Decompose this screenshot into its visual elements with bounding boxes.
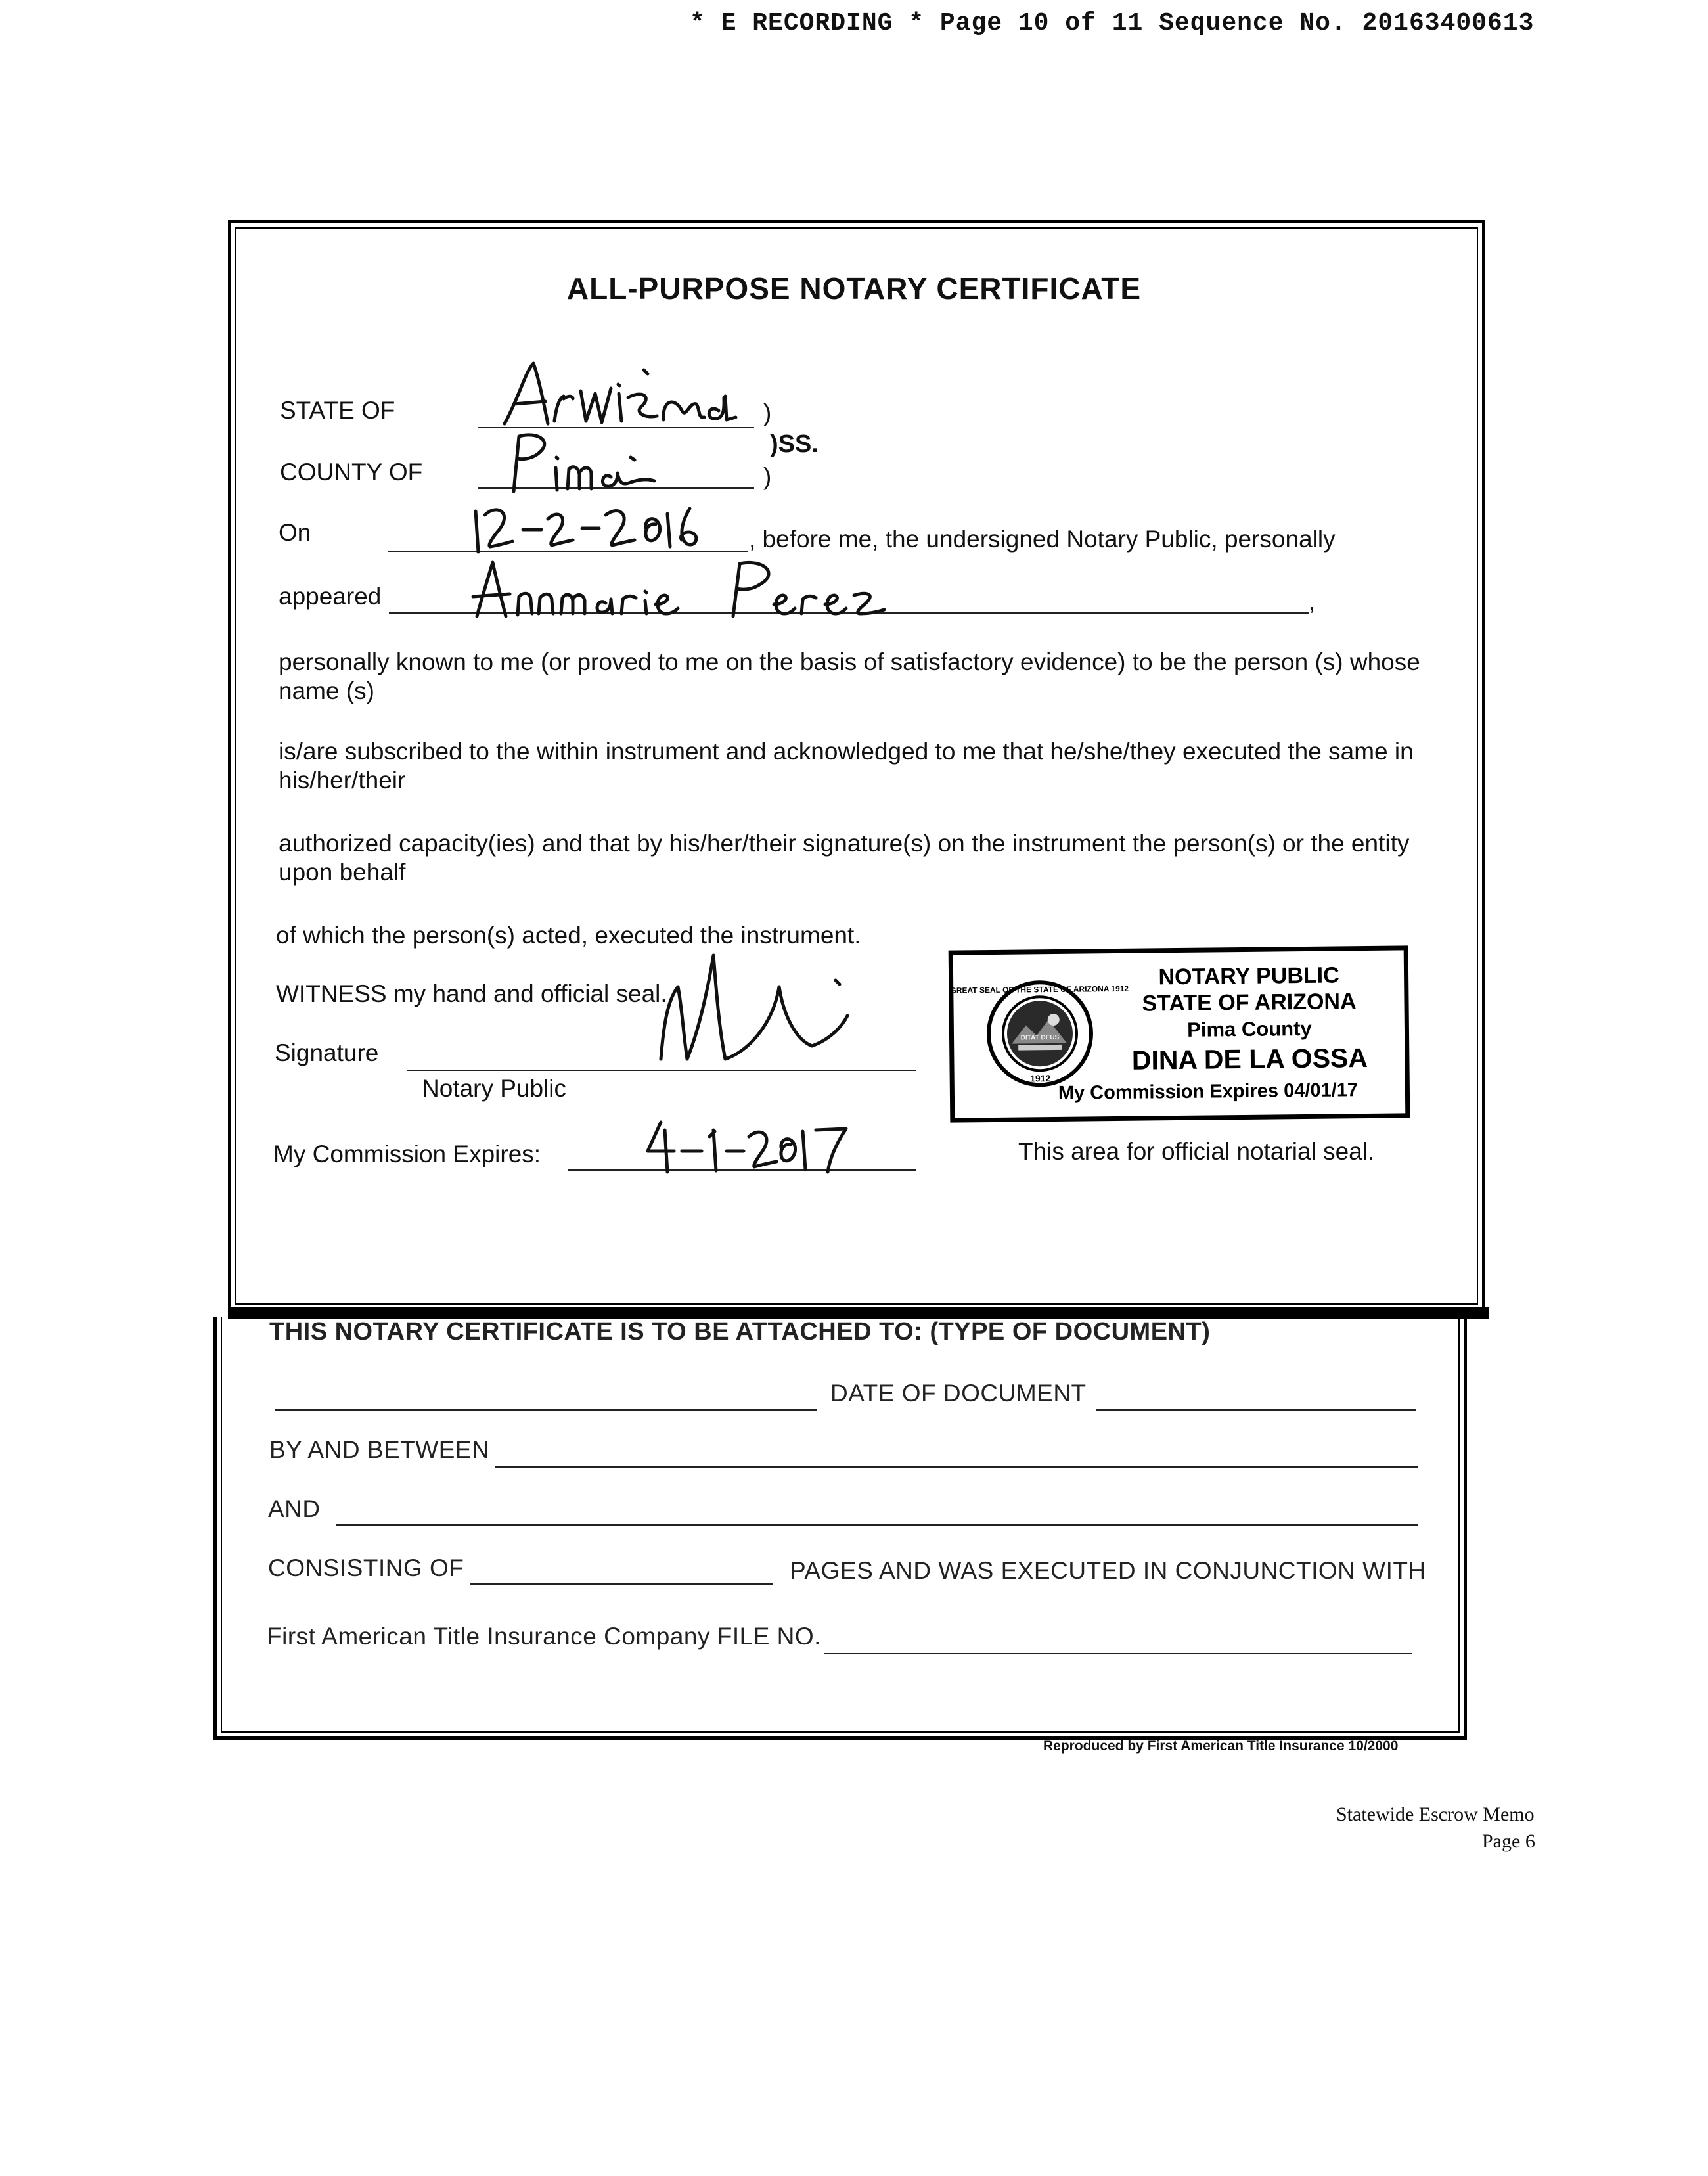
paragraph-known: personally known to me (or proved to me on the basis of satisfactory evidence) to be the person (s) whose name (s) — [279, 648, 1420, 704]
recording-header: * E RECORDING * Page 10 of 11 Sequence No. 20163400613 — [690, 9, 1535, 37]
arizona-state-seal-icon — [950, 978, 1129, 1089]
seal-notary-name: DINA DE LA OSSA — [1131, 1042, 1368, 1076]
seal-line-notary-public: NOTARY PUBLIC — [1158, 963, 1339, 990]
state-handwriting — [499, 358, 749, 430]
notary-public-label: Notary Public — [422, 1075, 567, 1102]
svg-text:DITAT DEUS: DITAT DEUS — [1020, 1033, 1060, 1042]
pages-executed-text: PAGES AND WAS EXECUTED IN CONJUNCTION WITH — [790, 1557, 1426, 1584]
file-no-line — [824, 1653, 1412, 1654]
ss-label: )SS. — [770, 430, 819, 458]
date-of-document-line — [1096, 1409, 1416, 1411]
appeared-trailing-comma: , — [1309, 588, 1316, 615]
svg-text:GREAT SEAL OF THE STATE OF ARI: GREAT SEAL OF THE STATE OF ARIZONA 1912 — [950, 984, 1129, 995]
commission-label: My Commission Expires: — [273, 1141, 541, 1167]
appeared-label: appeared — [279, 583, 382, 610]
before-me-text: , before me, the undersigned Notary Public, personally — [749, 526, 1336, 553]
seal-commission-expiry: My Commission Expires 04/01/17 — [1058, 1079, 1359, 1104]
and-label: AND — [268, 1495, 321, 1522]
commission-handwriting — [641, 1117, 851, 1176]
attachment-heading: THIS NOTARY CERTIFICATE IS TO BE ATTACHED TO: (TYPE OF DOCUMENT) — [269, 1318, 1211, 1346]
county-label: COUNTY OF — [280, 459, 423, 486]
file-no-label: First American Title Insurance Company FILE NO. — [267, 1623, 821, 1650]
paragraph-executed: of which the person(s) acted, executed the instrument. — [276, 922, 861, 949]
seal-line-state: STATE OF ARIZONA — [1142, 989, 1357, 1016]
county-paren: ) — [763, 463, 772, 490]
and-line — [336, 1524, 1418, 1526]
paragraph-capacity: authorized capacity(ies) and that by his/her/their signature(s) on the instrument the person(s) or the entity upon behalf — [279, 830, 1410, 886]
date-handwriting — [470, 499, 707, 558]
reproduced-note: Reproduced by First American Title Insurance 10/2000 — [1043, 1738, 1399, 1754]
seal-area-caption: This area for official notarial seal. — [1018, 1138, 1375, 1165]
by-and-between-line — [495, 1466, 1418, 1468]
signature-line — [407, 1070, 916, 1071]
appeared-name-handwriting — [470, 557, 904, 620]
paragraph-subscribed: is/are subscribed to the within instrument and acknowledged to me that he/she/they executed the same in his/her/their — [279, 738, 1414, 794]
state-paren: ) — [763, 399, 772, 426]
page-count-line — [470, 1583, 773, 1585]
notary-signature — [648, 947, 858, 1066]
memo-page: Page 6 — [1482, 1830, 1535, 1852]
on-label: On — [279, 519, 311, 546]
county-handwriting — [499, 428, 657, 494]
notary-seal — [949, 945, 1410, 1122]
seal-line-county: Pima County — [1187, 1016, 1312, 1041]
memo-title: Statewide Escrow Memo — [1336, 1803, 1535, 1825]
svg-text:1912: 1912 — [1030, 1073, 1051, 1084]
date-of-document-label: DATE OF DOCUMENT — [830, 1380, 1087, 1407]
document-type-line — [275, 1409, 817, 1411]
state-label: STATE OF — [280, 397, 395, 424]
certificate-title: ALL-PURPOSE NOTARY CERTIFICATE — [566, 271, 1142, 306]
signature-label: Signature — [275, 1039, 379, 1066]
consisting-of-label: CONSISTING OF — [268, 1554, 464, 1581]
witness-text: WITNESS my hand and official seal. — [276, 980, 667, 1007]
by-and-between-label: BY AND BETWEEN — [269, 1436, 490, 1463]
